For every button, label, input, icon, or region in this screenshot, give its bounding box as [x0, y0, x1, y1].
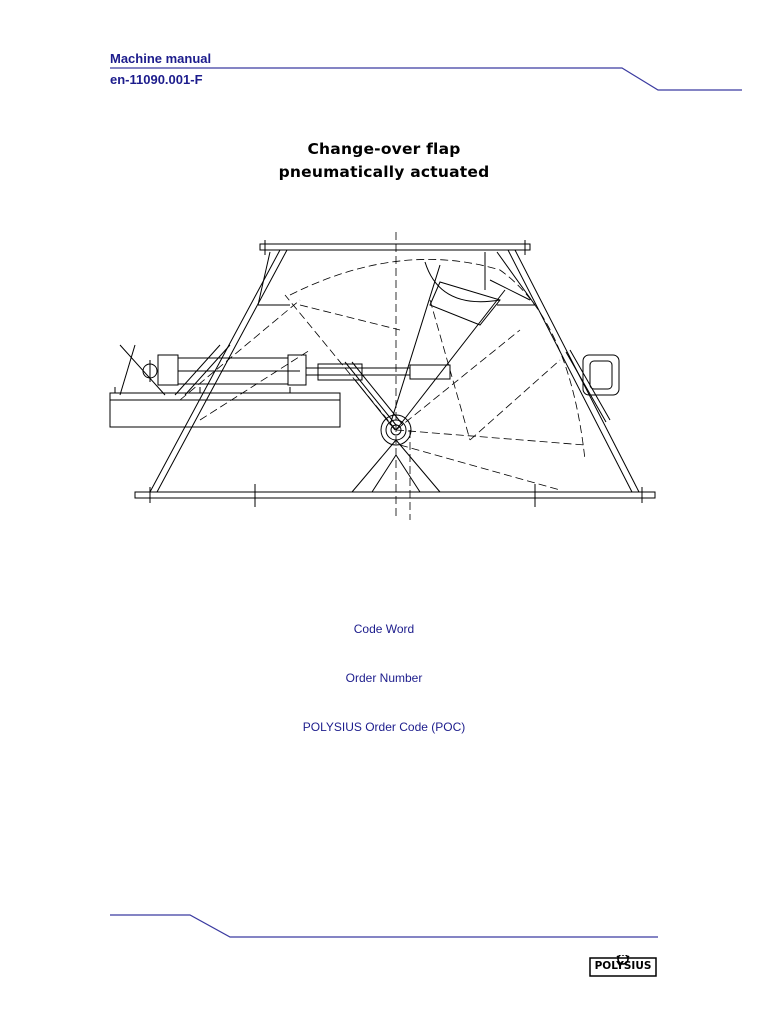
logo-text: POLYSIUS	[594, 960, 652, 972]
order-number-field: Order Number	[345, 671, 423, 685]
manual-title: Machine manual	[110, 51, 212, 66]
document-code: en-11090.001-F	[110, 72, 203, 87]
poc-field: POLYSIUS Order Code (POC)	[302, 720, 466, 734]
document-title-line2: pneumatically actuated	[278, 163, 490, 181]
document-title-line1: Change-over flap	[307, 140, 461, 158]
polysius-logo	[589, 955, 657, 979]
code-word-field: Code Word	[353, 622, 415, 636]
